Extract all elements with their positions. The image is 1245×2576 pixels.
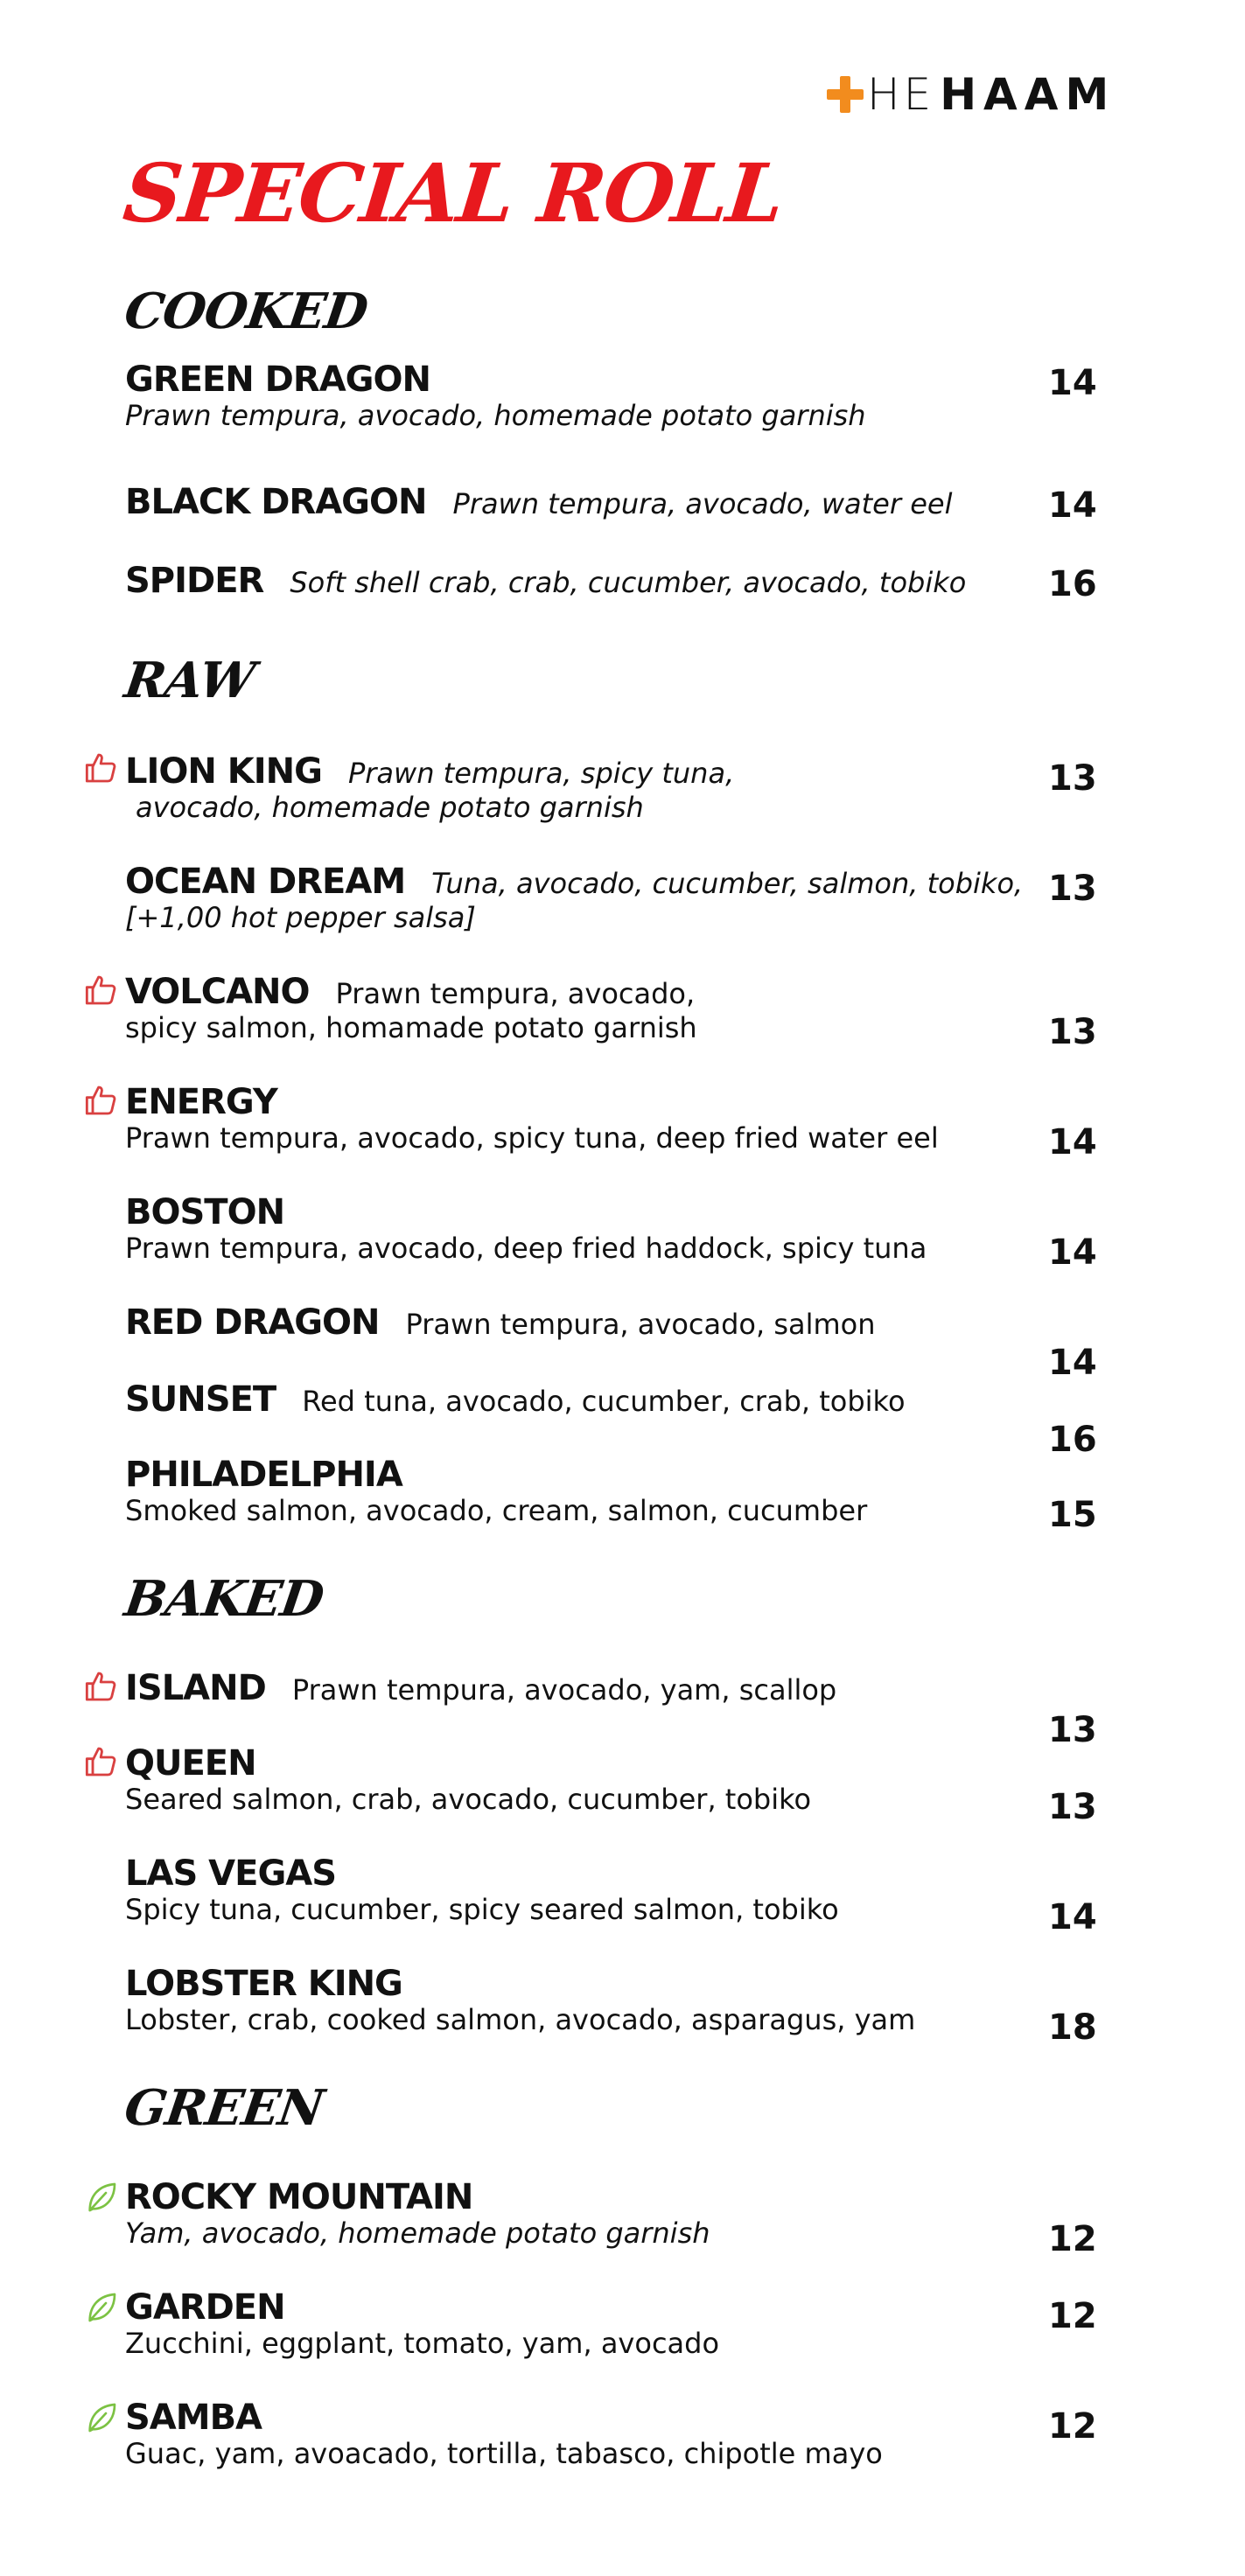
item-name: SPIDER — [125, 561, 264, 601]
thumbs-up-icon — [84, 1744, 119, 1779]
menu-item-spider — [125, 562, 1114, 600]
menu-item-energy — [125, 1083, 1114, 1155]
item-price: 13 — [1048, 869, 1097, 909]
menu-item-volcano — [125, 973, 1114, 1044]
item-name: ENERGY — [125, 1082, 277, 1122]
item-description: Prawn tempura, avocado, — [335, 977, 696, 1010]
section-green: GREEN — [121, 2079, 327, 2137]
item-description: Tuna, avocado, cucumber, salmon, tobiko, — [431, 867, 1024, 900]
item-name: LOBSTER KING — [125, 1964, 402, 2004]
section-baked: BAKED — [121, 1570, 327, 1628]
brand-logo-bold: HAAM — [940, 69, 1116, 120]
menu-item-rocky-mountain — [125, 2178, 1114, 2250]
menu-item-green-dragon — [125, 360, 1114, 432]
item-name: RED DRAGON — [125, 1302, 380, 1343]
item-price: 18 — [1048, 2007, 1097, 2048]
item-price: 16 — [1048, 564, 1097, 604]
section-cooked: COOKED — [121, 283, 371, 340]
menu-item-island — [125, 1669, 1114, 1707]
item-name: QUEEN — [125, 1743, 256, 1784]
item-description: Prawn tempura, avocado, spicy tuna, deep fried water eel — [125, 1121, 939, 1155]
item-price: 16 — [1048, 1420, 1097, 1460]
menu-item-sunset — [125, 1380, 1114, 1419]
item-name: BOSTON — [125, 1192, 285, 1232]
item-price: 14 — [1048, 1897, 1097, 1937]
menu-item-garden — [125, 2288, 1114, 2360]
item-price: 14 — [1048, 485, 1097, 526]
page-title: SPECIAL ROLL — [119, 146, 787, 241]
item-price: 12 — [1048, 2219, 1097, 2259]
item-description: Smoked salmon, avocado, cream, salmon, cucumber — [125, 1494, 868, 1527]
menu-item-queen — [125, 1744, 1114, 1816]
item-price: 13 — [1048, 1710, 1097, 1750]
leaf-icon — [84, 2290, 119, 2325]
item-description: Spicy tuna, cucumber, spicy seared salmon, tobiko — [125, 1893, 839, 1926]
item-name: SUNSET — [125, 1379, 276, 1420]
item-description: Prawn tempura, avocado, water eel — [452, 487, 953, 520]
item-description: Lobster, crab, cooked salmon, avocado, asparagus, yam — [125, 2003, 916, 2036]
item-name: LAS VEGAS — [125, 1853, 337, 1894]
item-description: Yam, avocado, homemade potato garnish — [125, 2216, 710, 2250]
item-price: 15 — [1048, 1495, 1097, 1535]
menu-item-las-vegas — [125, 1854, 1114, 1926]
brand-logo-light: HE — [867, 69, 935, 120]
item-name: BLACK DRAGON — [125, 482, 427, 522]
item-name: SAMBA — [125, 2398, 262, 2438]
menu-item-lion-king — [125, 752, 1114, 824]
item-price: 13 — [1048, 1012, 1097, 1052]
menu-item-philadelphia — [125, 1456, 1114, 1527]
plus-icon — [827, 76, 864, 113]
item-name: OCEAN DREAM — [125, 862, 406, 902]
item-description: Prawn tempura, avocado, salmon — [405, 1308, 876, 1341]
item-description: Prawn tempura, avocado, homemade potato garnish — [125, 399, 866, 432]
thumbs-up-icon — [84, 1669, 119, 1704]
menu-item-lobster-king — [125, 1965, 1114, 2036]
thumbs-up-icon — [84, 973, 119, 1008]
thumbs-up-icon — [84, 1083, 119, 1118]
item-description: Prawn tempura, avocado, deep fried haddock, spicy tuna — [125, 1232, 927, 1265]
section-raw: RAW — [121, 652, 258, 709]
item-description: Soft shell crab, crab, cucumber, avocado, tobiko — [290, 566, 967, 599]
item-price: 14 — [1048, 1343, 1097, 1383]
item-name: ISLAND — [125, 1668, 266, 1708]
leaf-icon — [84, 2400, 119, 2435]
item-description: Prawn tempura, spicy tuna, — [347, 757, 735, 790]
thumbs-up-icon — [84, 750, 119, 785]
item-name: PHILADELPHIA — [125, 1455, 402, 1495]
item-price: 12 — [1048, 2406, 1097, 2447]
item-name: GREEN DRAGON — [125, 360, 430, 400]
item-price: 13 — [1048, 758, 1097, 799]
brand-logo — [827, 68, 1116, 121]
item-description-line2: spicy salmon, homamade potato garnish — [125, 1011, 697, 1044]
item-price: 13 — [1048, 1787, 1097, 1827]
item-description-line2: [+1,00 hot pepper salsa] — [125, 901, 476, 934]
menu-item-boston — [125, 1193, 1114, 1265]
menu-item-red-dragon — [125, 1303, 1114, 1342]
item-price: 14 — [1048, 1122, 1097, 1162]
item-description: Zucchini, eggplant, tomato, yam, avocado — [125, 2327, 720, 2360]
item-name: VOLCANO — [125, 972, 310, 1012]
item-name: GARDEN — [125, 2287, 285, 2328]
menu-item-ocean-dream — [125, 862, 1114, 934]
item-description: Prawn tempura, avocado, yam, scallop — [291, 1673, 837, 1707]
item-description: Seared salmon, crab, avocado, cucumber, tobiko — [125, 1783, 812, 1816]
item-price: 14 — [1048, 1232, 1097, 1273]
item-name: ROCKY MOUNTAIN — [125, 2177, 473, 2217]
item-name: LION KING — [125, 751, 322, 792]
menu-item-samba — [125, 2398, 1114, 2470]
item-price: 14 — [1048, 363, 1097, 403]
item-description: Guac, yam, avoacado, tortilla, tabasco, chipotle mayo — [125, 2437, 883, 2470]
leaf-icon — [84, 2180, 119, 2215]
menu-item-black-dragon — [125, 483, 1114, 521]
item-description: Red tuna, avocado, cucumber, crab, tobiko — [302, 1385, 906, 1418]
item-description-line2: avocado, homemade potato garnish — [136, 791, 644, 824]
item-price: 12 — [1048, 2296, 1097, 2336]
